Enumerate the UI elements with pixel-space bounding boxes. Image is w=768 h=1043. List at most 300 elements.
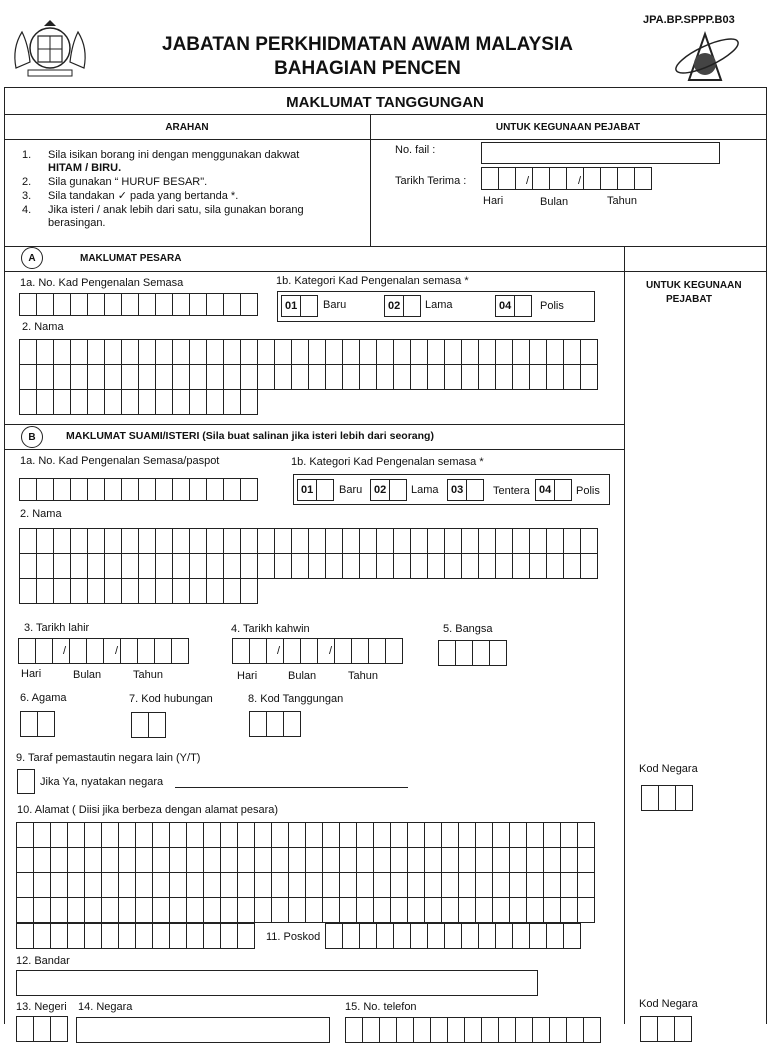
char-box[interactable] (322, 847, 340, 873)
char-box[interactable] (121, 389, 139, 415)
char-box[interactable] (526, 872, 544, 898)
char-box[interactable] (87, 364, 105, 390)
char-box[interactable] (322, 822, 340, 848)
char-box[interactable] (410, 364, 428, 390)
char-box[interactable] (138, 339, 156, 365)
file-no-input[interactable] (481, 142, 720, 164)
char-box[interactable] (254, 872, 272, 898)
char-box[interactable] (339, 872, 357, 898)
char-box[interactable] (492, 897, 510, 923)
char-box[interactable] (291, 339, 309, 365)
char-box[interactable] (16, 897, 34, 923)
char-box[interactable] (169, 872, 187, 898)
char-box[interactable] (206, 364, 224, 390)
char-box[interactable] (529, 339, 547, 365)
char-box[interactable] (189, 389, 207, 415)
char-box[interactable] (84, 847, 102, 873)
char-box[interactable] (509, 847, 527, 873)
char-box[interactable] (87, 578, 105, 604)
char-box[interactable] (475, 872, 493, 898)
char-box[interactable] (376, 553, 394, 579)
char-box[interactable] (441, 822, 459, 848)
char-box[interactable] (393, 553, 411, 579)
char-box[interactable] (121, 339, 139, 365)
char-box[interactable] (461, 923, 479, 949)
char-box[interactable] (189, 339, 207, 365)
char-box[interactable] (274, 528, 292, 554)
char-box[interactable] (322, 897, 340, 923)
char-box[interactable] (390, 847, 408, 873)
char-box[interactable] (19, 528, 37, 554)
char-box[interactable] (424, 897, 442, 923)
char-box[interactable] (104, 528, 122, 554)
char-box[interactable] (101, 822, 119, 848)
b-address-row-3[interactable] (16, 872, 594, 898)
char-box[interactable] (526, 897, 544, 923)
char-box[interactable] (475, 847, 493, 873)
char-box[interactable] (407, 897, 425, 923)
char-box[interactable] (254, 897, 272, 923)
char-box[interactable] (373, 822, 391, 848)
char-box[interactable] (393, 923, 411, 949)
char-box[interactable] (526, 822, 544, 848)
char-box[interactable] (546, 528, 564, 554)
char-box[interactable] (257, 364, 275, 390)
char-box[interactable] (481, 1017, 499, 1043)
char-box[interactable] (203, 847, 221, 873)
char-box[interactable] (237, 897, 255, 923)
char-box[interactable] (560, 822, 578, 848)
char-box[interactable] (458, 822, 476, 848)
char-box[interactable] (50, 872, 68, 898)
char-box[interactable] (220, 897, 238, 923)
char-box[interactable] (458, 847, 476, 873)
char-box[interactable] (169, 897, 187, 923)
char-box[interactable] (186, 822, 204, 848)
char-box[interactable] (342, 339, 360, 365)
char-box[interactable] (546, 364, 564, 390)
char-box[interactable] (308, 364, 326, 390)
char-box[interactable] (186, 897, 204, 923)
char-box[interactable] (424, 847, 442, 873)
char-box[interactable] (509, 872, 527, 898)
a-cat-baru-checkbox[interactable] (281, 295, 318, 317)
char-box[interactable] (393, 339, 411, 365)
char-box[interactable] (305, 897, 323, 923)
char-box[interactable] (254, 847, 272, 873)
char-box[interactable] (118, 847, 136, 873)
char-box[interactable] (271, 872, 289, 898)
char-box[interactable] (498, 1017, 516, 1043)
char-box[interactable] (53, 553, 71, 579)
b-ic-input[interactable] (19, 478, 257, 501)
char-box[interactable] (240, 389, 258, 415)
char-box[interactable] (70, 364, 88, 390)
country-code-box-1[interactable] (641, 785, 692, 811)
char-box[interactable] (50, 822, 68, 848)
char-box[interactable] (396, 1017, 414, 1043)
char-box[interactable] (461, 364, 479, 390)
char-box[interactable] (373, 897, 391, 923)
char-box[interactable] (53, 578, 71, 604)
b-dob-input[interactable] (18, 638, 188, 664)
char-box[interactable] (458, 897, 476, 923)
char-box[interactable] (444, 528, 462, 554)
char-box[interactable] (390, 897, 408, 923)
char-box[interactable] (430, 1017, 448, 1043)
char-box[interactable] (189, 364, 207, 390)
char-box[interactable] (495, 339, 513, 365)
char-box[interactable] (36, 364, 54, 390)
char-box[interactable] (172, 528, 190, 554)
b-cat-lama-checkbox[interactable] (370, 479, 407, 501)
b-cat-baru-checkbox[interactable] (297, 479, 334, 501)
char-box[interactable] (16, 923, 34, 949)
char-box[interactable] (308, 553, 326, 579)
char-box[interactable] (342, 364, 360, 390)
char-box[interactable] (33, 847, 51, 873)
b-cat-tentera-checkbox[interactable] (447, 479, 484, 501)
char-box[interactable] (492, 822, 510, 848)
char-box[interactable] (566, 1017, 584, 1043)
char-box[interactable] (359, 923, 377, 949)
char-box[interactable] (203, 923, 221, 949)
char-box[interactable] (220, 872, 238, 898)
char-box[interactable] (342, 553, 360, 579)
char-box[interactable] (186, 923, 204, 949)
char-box[interactable] (560, 847, 578, 873)
char-box[interactable] (376, 923, 394, 949)
char-box[interactable] (223, 528, 241, 554)
char-box[interactable] (169, 822, 187, 848)
char-box[interactable] (356, 897, 374, 923)
char-box[interactable] (104, 364, 122, 390)
char-box[interactable] (461, 528, 479, 554)
a-name-row-1[interactable] (19, 339, 597, 365)
char-box[interactable] (70, 339, 88, 365)
char-box[interactable] (563, 553, 581, 579)
char-box[interactable] (373, 847, 391, 873)
b-marriage-input[interactable] (232, 638, 402, 664)
char-box[interactable] (84, 897, 102, 923)
char-box[interactable] (512, 923, 530, 949)
char-box[interactable] (33, 923, 51, 949)
b-dependent-input[interactable] (249, 711, 300, 737)
char-box[interactable] (240, 553, 258, 579)
a-ic-input[interactable] (19, 293, 257, 316)
char-box[interactable] (546, 923, 564, 949)
char-box[interactable] (447, 1017, 465, 1043)
char-box[interactable] (135, 923, 153, 949)
char-box[interactable] (543, 822, 561, 848)
char-box[interactable] (492, 872, 510, 898)
char-box[interactable] (410, 528, 428, 554)
char-box[interactable] (475, 897, 493, 923)
char-box[interactable] (220, 847, 238, 873)
char-box[interactable] (577, 847, 595, 873)
char-box[interactable] (169, 923, 187, 949)
char-box[interactable] (206, 389, 224, 415)
char-box[interactable] (546, 553, 564, 579)
char-box[interactable] (461, 553, 479, 579)
char-box[interactable] (67, 923, 85, 949)
char-box[interactable] (53, 364, 71, 390)
char-box[interactable] (155, 528, 173, 554)
char-box[interactable] (495, 528, 513, 554)
char-box[interactable] (87, 528, 105, 554)
char-box[interactable] (138, 389, 156, 415)
char-box[interactable] (70, 528, 88, 554)
char-box[interactable] (36, 553, 54, 579)
char-box[interactable] (441, 847, 459, 873)
char-box[interactable] (376, 364, 394, 390)
char-box[interactable] (189, 553, 207, 579)
char-box[interactable] (101, 897, 119, 923)
char-box[interactable] (427, 339, 445, 365)
char-box[interactable] (155, 339, 173, 365)
char-box[interactable] (36, 339, 54, 365)
char-box[interactable] (410, 923, 428, 949)
b-state-input[interactable] (16, 1016, 67, 1042)
char-box[interactable] (274, 364, 292, 390)
char-box[interactable] (478, 339, 496, 365)
char-box[interactable] (87, 339, 105, 365)
a-cat-polis-checkbox[interactable] (495, 295, 532, 317)
char-box[interactable] (356, 872, 374, 898)
char-box[interactable] (424, 872, 442, 898)
char-box[interactable] (325, 528, 343, 554)
char-box[interactable] (529, 528, 547, 554)
a-name-row-2[interactable] (19, 364, 597, 390)
char-box[interactable] (101, 923, 119, 949)
char-box[interactable] (240, 528, 258, 554)
char-box[interactable] (84, 923, 102, 949)
char-box[interactable] (155, 578, 173, 604)
country-code-box-2[interactable] (640, 1016, 691, 1042)
char-box[interactable] (526, 847, 544, 873)
char-box[interactable] (240, 364, 258, 390)
char-box[interactable] (206, 553, 224, 579)
char-box[interactable] (121, 528, 139, 554)
char-box[interactable] (288, 872, 306, 898)
char-box[interactable] (53, 339, 71, 365)
char-box[interactable] (325, 364, 343, 390)
char-box[interactable] (172, 339, 190, 365)
char-box[interactable] (240, 339, 258, 365)
char-box[interactable] (172, 389, 190, 415)
char-box[interactable] (53, 528, 71, 554)
b-name-row-1[interactable] (19, 528, 597, 554)
char-box[interactable] (461, 339, 479, 365)
char-box[interactable] (580, 528, 598, 554)
char-box[interactable] (563, 923, 581, 949)
char-box[interactable] (464, 1017, 482, 1043)
char-box[interactable] (19, 553, 37, 579)
b-religion-input[interactable] (20, 711, 54, 737)
char-box[interactable] (444, 553, 462, 579)
char-box[interactable] (291, 528, 309, 554)
char-box[interactable] (322, 872, 340, 898)
char-box[interactable] (271, 897, 289, 923)
char-box[interactable] (87, 389, 105, 415)
char-box[interactable] (169, 847, 187, 873)
char-box[interactable] (33, 872, 51, 898)
char-box[interactable] (478, 364, 496, 390)
char-box[interactable] (339, 822, 357, 848)
char-box[interactable] (19, 389, 37, 415)
char-box[interactable] (512, 364, 530, 390)
char-box[interactable] (560, 897, 578, 923)
b-name-row-2[interactable] (19, 553, 597, 579)
char-box[interactable] (478, 553, 496, 579)
char-box[interactable] (362, 1017, 380, 1043)
char-box[interactable] (135, 847, 153, 873)
char-box[interactable] (376, 339, 394, 365)
char-box[interactable] (19, 364, 37, 390)
char-box[interactable] (16, 872, 34, 898)
char-box[interactable] (291, 553, 309, 579)
char-box[interactable] (53, 389, 71, 415)
char-box[interactable] (393, 528, 411, 554)
char-box[interactable] (546, 339, 564, 365)
char-box[interactable] (121, 364, 139, 390)
char-box[interactable] (67, 822, 85, 848)
char-box[interactable] (407, 822, 425, 848)
b-country-input[interactable] (76, 1017, 330, 1043)
char-box[interactable] (155, 389, 173, 415)
char-box[interactable] (339, 847, 357, 873)
char-box[interactable] (427, 923, 445, 949)
char-box[interactable] (186, 872, 204, 898)
char-box[interactable] (509, 822, 527, 848)
char-box[interactable] (359, 528, 377, 554)
char-box[interactable] (223, 339, 241, 365)
char-box[interactable] (138, 364, 156, 390)
char-box[interactable] (492, 847, 510, 873)
char-box[interactable] (308, 339, 326, 365)
char-box[interactable] (186, 847, 204, 873)
char-box[interactable] (172, 553, 190, 579)
char-box[interactable] (206, 339, 224, 365)
char-box[interactable] (271, 847, 289, 873)
char-box[interactable] (135, 897, 153, 923)
char-box[interactable] (223, 389, 241, 415)
b-relation-input[interactable] (131, 712, 165, 738)
char-box[interactable] (118, 872, 136, 898)
char-box[interactable] (206, 578, 224, 604)
char-box[interactable] (529, 553, 547, 579)
char-box[interactable] (495, 553, 513, 579)
char-box[interactable] (515, 1017, 533, 1043)
char-box[interactable] (257, 339, 275, 365)
char-box[interactable] (67, 872, 85, 898)
char-box[interactable] (512, 528, 530, 554)
char-box[interactable] (189, 578, 207, 604)
a-cat-lama-checkbox[interactable] (384, 295, 421, 317)
char-box[interactable] (67, 897, 85, 923)
char-box[interactable] (237, 822, 255, 848)
b-race-input[interactable] (438, 640, 506, 666)
char-box[interactable] (16, 822, 34, 848)
char-box[interactable] (444, 339, 462, 365)
char-box[interactable] (580, 364, 598, 390)
char-box[interactable] (152, 822, 170, 848)
char-box[interactable] (291, 364, 309, 390)
char-box[interactable] (305, 847, 323, 873)
char-box[interactable] (390, 872, 408, 898)
char-box[interactable] (152, 897, 170, 923)
char-box[interactable] (356, 847, 374, 873)
char-box[interactable] (356, 822, 374, 848)
char-box[interactable] (50, 923, 68, 949)
char-box[interactable] (427, 553, 445, 579)
char-box[interactable] (223, 578, 241, 604)
b-residency-country-line[interactable] (175, 787, 408, 788)
char-box[interactable] (237, 847, 255, 873)
char-box[interactable] (118, 822, 136, 848)
char-box[interactable] (427, 364, 445, 390)
char-box[interactable] (563, 364, 581, 390)
char-box[interactable] (543, 847, 561, 873)
char-box[interactable] (240, 578, 258, 604)
char-box[interactable] (84, 822, 102, 848)
char-box[interactable] (138, 578, 156, 604)
char-box[interactable] (413, 1017, 431, 1043)
char-box[interactable] (135, 872, 153, 898)
char-box[interactable] (36, 578, 54, 604)
char-box[interactable] (478, 923, 496, 949)
char-box[interactable] (135, 822, 153, 848)
char-box[interactable] (288, 847, 306, 873)
char-box[interactable] (16, 847, 34, 873)
char-box[interactable] (543, 872, 561, 898)
char-box[interactable] (121, 578, 139, 604)
b-phone-input[interactable] (345, 1017, 600, 1043)
char-box[interactable] (441, 872, 459, 898)
char-box[interactable] (155, 364, 173, 390)
char-box[interactable] (87, 553, 105, 579)
char-box[interactable] (563, 528, 581, 554)
char-box[interactable] (305, 872, 323, 898)
char-box[interactable] (274, 553, 292, 579)
char-box[interactable] (121, 553, 139, 579)
char-box[interactable] (237, 872, 255, 898)
char-box[interactable] (580, 553, 598, 579)
char-box[interactable] (342, 923, 360, 949)
char-box[interactable] (172, 364, 190, 390)
char-box[interactable] (237, 923, 255, 949)
char-box[interactable] (339, 897, 357, 923)
char-box[interactable] (529, 364, 547, 390)
char-box[interactable] (203, 872, 221, 898)
char-box[interactable] (560, 872, 578, 898)
char-box[interactable] (36, 389, 54, 415)
char-box[interactable] (118, 923, 136, 949)
b-address-row-2[interactable] (16, 847, 594, 873)
char-box[interactable] (203, 897, 221, 923)
char-box[interactable] (373, 872, 391, 898)
char-box[interactable] (33, 897, 51, 923)
char-box[interactable] (393, 364, 411, 390)
char-box[interactable] (33, 822, 51, 848)
char-box[interactable] (444, 923, 462, 949)
char-box[interactable] (495, 364, 513, 390)
char-box[interactable] (390, 822, 408, 848)
char-box[interactable] (152, 923, 170, 949)
char-box[interactable] (254, 822, 272, 848)
char-box[interactable] (50, 847, 68, 873)
char-box[interactable] (101, 847, 119, 873)
